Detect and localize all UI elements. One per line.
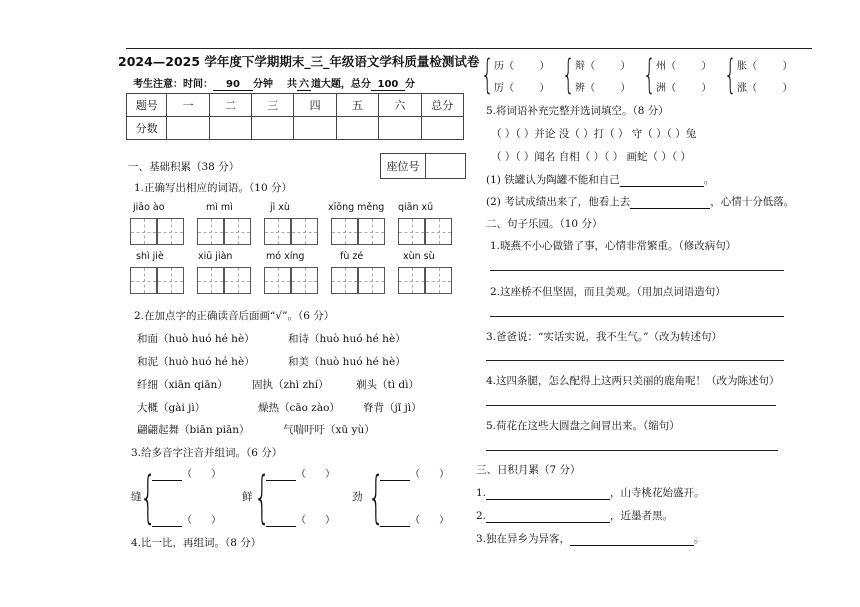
reading-option: 和面（huò huó hé hè） <box>137 333 255 345</box>
question-3: 3.给多音字注音并组词。（6 分） <box>131 447 283 459</box>
writing-grid[interactable] <box>197 218 224 245</box>
table-cell: 五 <box>336 94 378 117</box>
writing-grid[interactable] <box>291 218 318 245</box>
score-table-score-row <box>127 117 464 140</box>
section2-heading: 二、句子乐园。（10 分） <box>486 218 603 230</box>
section3-heading: 三、日积月累（7 分） <box>476 464 581 476</box>
polyphone-char: 鲜 <box>242 491 253 503</box>
reading-option: 和美（huò huó hé hè） <box>288 356 406 368</box>
score-input-cell[interactable] <box>336 117 378 140</box>
score-input-cell[interactable] <box>252 117 294 140</box>
seat-input[interactable] <box>426 154 465 178</box>
question-5: 5.将词语补充完整并选词填空。（8 分） <box>486 105 669 117</box>
score-table-header-row <box>127 94 464 117</box>
pinyin-label: jì xù <box>270 202 290 213</box>
seat-number-box <box>380 153 466 179</box>
table-cell: 二 <box>209 94 251 117</box>
fill-sentence[interactable]: (2) 考试成绩出来了，他看上去 ，心情十分低落。 <box>486 196 795 208</box>
pinyin-label: xùn sù <box>403 251 435 262</box>
writing-grid[interactable] <box>331 218 358 245</box>
brace-mark: { <box>254 465 271 530</box>
reading-option: 脊背（jǐ jì） <box>363 402 422 414</box>
score-input-cell[interactable] <box>167 117 209 140</box>
answer-line[interactable] <box>486 360 784 361</box>
compare-slot[interactable]: 历（ ） <box>494 61 550 72</box>
brace-mark: { <box>140 465 157 530</box>
answer-slot[interactable]: （ ） <box>266 511 335 527</box>
sentence-task: 5.荷花在这些大圆盘之间冒出来。（缩句） <box>486 420 680 432</box>
compare-slot[interactable]: 州（ ） <box>656 61 712 72</box>
answer-line[interactable] <box>486 405 776 406</box>
compare-slot[interactable]: 胀（ ） <box>737 61 793 72</box>
pinyin-label: xīōng měng <box>328 202 385 213</box>
brace-mark: { <box>724 52 737 98</box>
writing-grid[interactable] <box>398 218 425 245</box>
writing-grid[interactable] <box>264 218 291 245</box>
reading-option: 剃头（tì dì） <box>356 379 419 391</box>
reading-option: 和泥（huò huó hé hè） <box>137 356 255 368</box>
answer-slot[interactable]: （ ） <box>380 511 449 527</box>
reading-option: 燥热（cāo zào） <box>258 402 340 414</box>
answer-line[interactable] <box>490 316 784 317</box>
writing-grid[interactable] <box>197 267 224 294</box>
answer-line[interactable] <box>486 450 778 451</box>
table-cell: 总分 <box>421 94 463 117</box>
top-rule <box>126 48 812 49</box>
reading-option: 气喘吁吁（xū yù） <box>283 424 375 436</box>
writing-grid[interactable] <box>157 218 184 245</box>
brace-mark: { <box>368 465 385 530</box>
writing-grid[interactable] <box>358 267 385 294</box>
table-cell: 六 <box>379 94 421 117</box>
writing-grid[interactable] <box>291 267 318 294</box>
brace-mark: { <box>481 52 494 98</box>
polyphone-char: 缝 <box>131 491 142 503</box>
writing-grid[interactable] <box>224 218 251 245</box>
writing-grid[interactable] <box>157 267 184 294</box>
reading-option: 纤细（xiān qiān） <box>137 379 228 391</box>
table-cell: 三 <box>252 94 294 117</box>
answer-line[interactable] <box>490 270 784 271</box>
pinyin-label: fù zé <box>340 251 364 262</box>
question-1: 1.正确写出相应的词语。（10 分） <box>134 182 292 194</box>
compare-slot[interactable]: 辩（ ） <box>575 61 631 72</box>
answer-slot[interactable]: （ ） <box>266 465 335 481</box>
sentence-task: 3.爸爸说：“实话实说，我不生气。”（改为转述句） <box>486 331 723 343</box>
poem-line[interactable]: 1. ，山寺桃花始盛开。 <box>476 487 705 499</box>
score-input-cell[interactable] <box>421 117 463 140</box>
answer-slot[interactable]: （ ） <box>152 465 221 481</box>
score-table <box>126 93 464 140</box>
compare-slot[interactable]: 涨（ ） <box>737 83 793 94</box>
table-cell: 题号 <box>127 94 167 117</box>
writing-grid[interactable] <box>398 267 425 294</box>
writing-grid[interactable] <box>130 218 157 245</box>
question-2: 2.在加点字的正确读音后面画“√”。（6 分） <box>134 310 335 322</box>
reading-option: 固执（zhì zhí） <box>252 379 329 391</box>
pinyin-label: mì mì <box>206 202 233 213</box>
question-4: 4.比一比，再组词。（8 分） <box>131 537 262 549</box>
reading-option: 和诗（huò huó hé hè） <box>288 333 406 345</box>
writing-grid[interactable] <box>331 267 358 294</box>
pinyin-label: mó xíng <box>266 251 305 262</box>
reading-option: 翩翩起舞（biān piān） <box>137 424 250 436</box>
fill-sentence[interactable]: (1) 铁罐认为陶罐不能和自己 。 <box>486 174 715 186</box>
idiom-row[interactable]: （ ）（ ）并论 没（ ）打（ ） 守（ ）（ ）兔 <box>491 128 697 140</box>
table-cell: 四 <box>294 94 336 117</box>
table-cell: 一 <box>167 94 209 117</box>
poem-line[interactable]: 2. ，近墨者黑。 <box>476 510 674 522</box>
brace-mark: { <box>562 52 575 98</box>
answer-slot[interactable]: （ ） <box>152 511 221 527</box>
writing-grid[interactable] <box>358 218 385 245</box>
score-input-cell[interactable] <box>209 117 251 140</box>
reading-option: 大概（gài jì） <box>137 402 206 414</box>
writing-grid[interactable] <box>425 218 452 245</box>
idiom-row[interactable]: （ ）（ ）闻名 自相（ ）（ ） 画蛇（ ）（ ） <box>491 151 691 163</box>
writing-grid[interactable] <box>264 267 291 294</box>
pinyin-label: jiāo ào <box>133 202 165 213</box>
seat-label: 座位号 <box>381 154 426 178</box>
sentence-task: 2.这座桥不但坚固，而且美观。（用加点词语造句） <box>490 286 726 298</box>
writing-grid[interactable] <box>425 267 452 294</box>
polyphone-char: 劲 <box>352 491 363 503</box>
section1-heading: 一、基础积累（38 分） <box>128 161 240 173</box>
sentence-task: 4.这四条腿，怎么配得上这两只美丽的鹿角呢！（改为陈述句） <box>486 375 780 387</box>
score-input-cell[interactable] <box>379 117 421 140</box>
answer-slot[interactable]: （ ） <box>380 465 449 481</box>
exam-notice: 考生注意：时间： 90 分钟 共 六 道大题，总分 100 分 <box>133 75 415 91</box>
score-input-cell[interactable] <box>294 117 336 140</box>
poem-line[interactable]: 3.独在异乡为异客， 。 <box>476 533 705 545</box>
pinyin-label: qiān xū <box>398 202 434 213</box>
pinyin-label: shì jiè <box>136 251 164 262</box>
brace-mark: { <box>643 52 656 98</box>
writing-grid[interactable] <box>224 267 251 294</box>
writing-grid[interactable] <box>130 267 157 294</box>
pinyin-label: xiū jiàn <box>198 251 233 262</box>
table-cell: 分数 <box>127 117 167 140</box>
compare-slot[interactable]: 厉（ ） <box>494 83 550 94</box>
exam-title: 2024—2025 学年度下学期期末_三_年级语文学科质量检测试卷 <box>118 54 480 69</box>
sentence-task: 1.晓燕不小心做错了事，心情非常繁重。（修改病句） <box>490 240 737 252</box>
compare-slot[interactable]: 辨（ ） <box>575 83 631 94</box>
compare-slot[interactable]: 洲（ ） <box>656 83 712 94</box>
